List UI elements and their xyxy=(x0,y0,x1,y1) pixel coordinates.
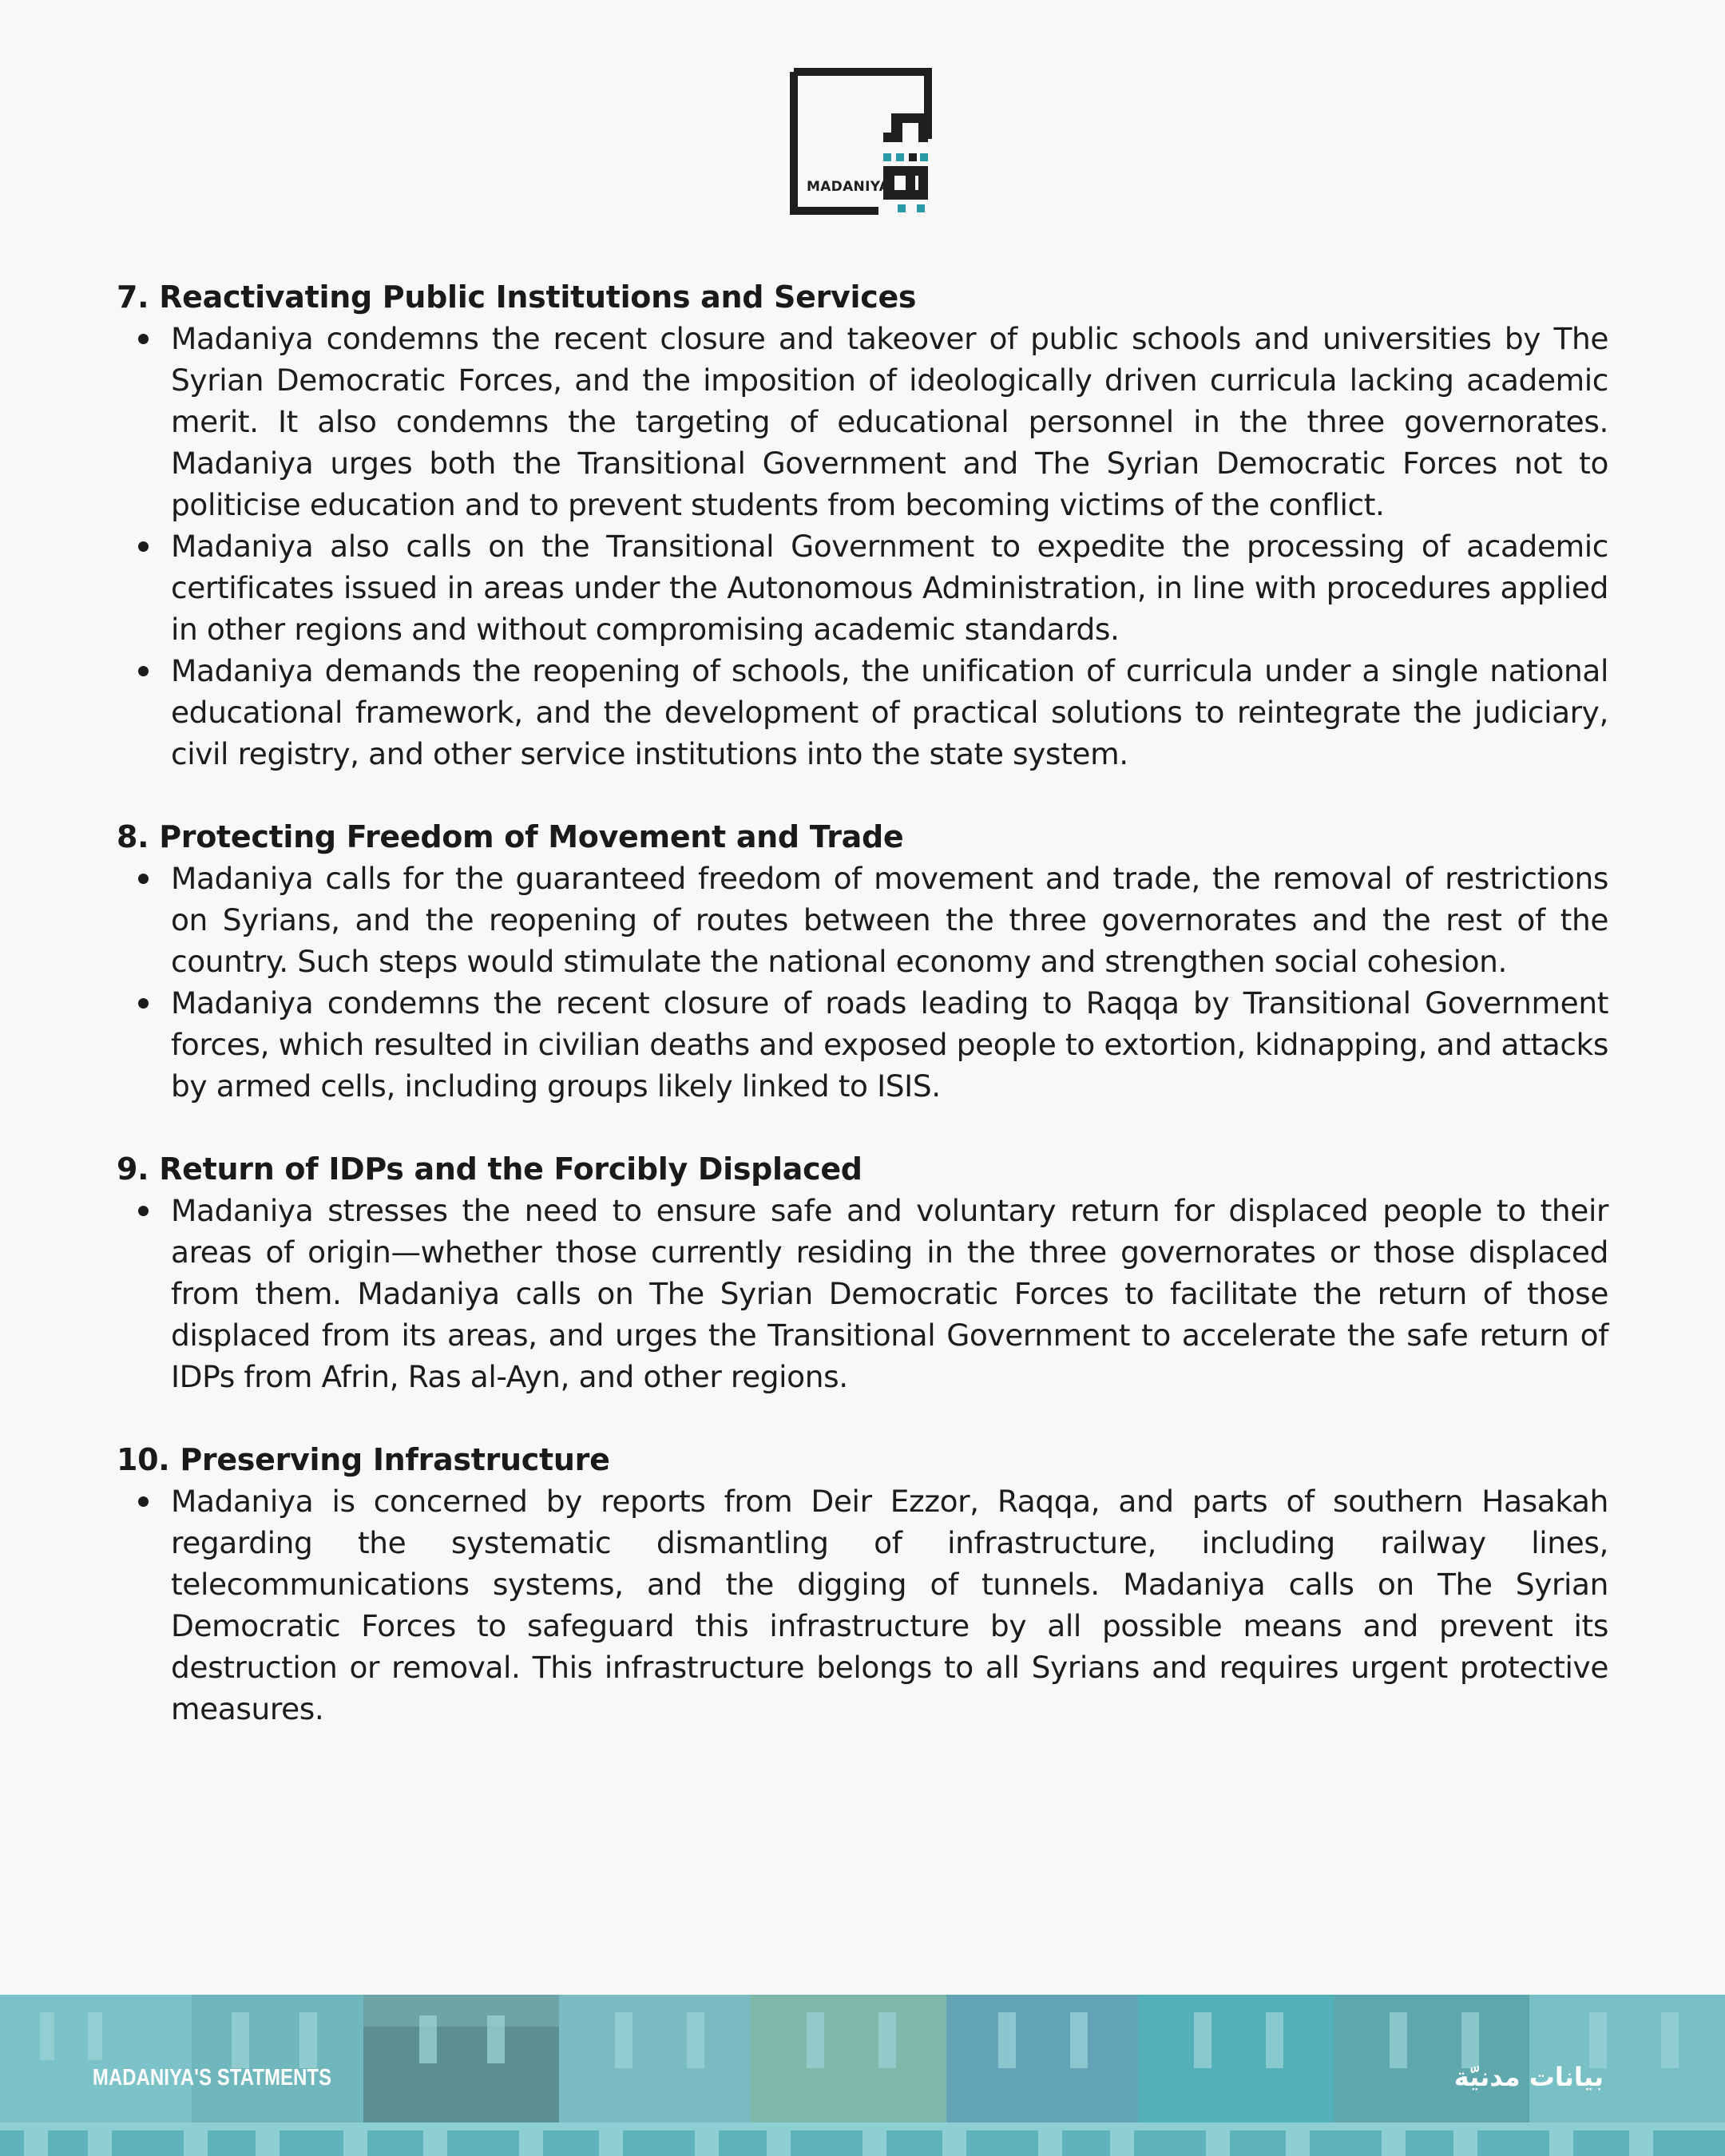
bullet-text: Madaniya condemns the recent closure and takeover of public schools and universities by The Syrian Democratic Forces, and the imposition of ideologically driven curricula lacking academic merit. It also condemns the targeting of educational personnel in the three governorates. Madaniya urges both the Transitional Government and The Syrian Democratic Forces not to politicise education and to prevent students from becoming victims of the conflict. xyxy=(171,321,1608,522)
bullet-list xyxy=(117,858,1608,1107)
bullet-text: Madaniya demands the reopening of schools, the unification of curricula under a single national educational framework, and the development of practical solutions to reintegrate the judiciary, civil registry, and other service institutions into the state system. xyxy=(171,653,1608,771)
bullet-dot-icon xyxy=(138,1206,149,1216)
bullet-text: Madaniya is concerned by reports from Deir Ezzor, Raqqa, and parts of southern Hasakah regarding the systematic dismantling of infrastructure, including railway lines, telecommunications systems, and the digging of tunnels. Madaniya calls on The Syrian Democratic Forces to safeguard this infrastructure by all possible means and prevent its destruction or removal. This infrastructure belongs to all Syrians and requires urgent protective measures. xyxy=(171,1484,1608,1726)
statement-section xyxy=(117,276,1608,775)
bullet-dot-icon xyxy=(138,334,149,344)
statement-body xyxy=(117,276,1608,1771)
bullet-item xyxy=(117,982,1608,1107)
bullet-item xyxy=(117,1480,1608,1730)
section-heading: 9. Return of IDPs and the Forcibly Displaced xyxy=(117,1151,862,1187)
footer-arabic-label: بيانات مدنيّة xyxy=(1453,2062,1604,2092)
bullet-item xyxy=(117,318,1608,525)
bullet-dot-icon xyxy=(138,874,149,884)
statement-section xyxy=(117,816,1608,1107)
footer-band xyxy=(0,1995,1725,2156)
bullet-text: Madaniya condemns the recent closure of roads leading to Raqqa by Transitional Government forces, which resulted in civilian deaths and exposed people to extortion, kidnapping, and attacks by armed cells, including groups likely linked to ISIS. xyxy=(171,985,1608,1104)
bullet-text: Madaniya stresses the need to ensure safe and voluntary return for displaced people to their areas of origin—whether those currently residing in the three governorates or those displaced from them. Madaniya calls on The Syrian Democratic Forces to facilitate the return of those displaced from its areas, and urges the Transitional Government to accelerate the safe return of IDPs from Afrin, Ras al-Ayn, and other regions. xyxy=(171,1193,1608,1394)
bullet-text: Madaniya also calls on the Transitional Government to expedite the processing of academic certificates issued in areas under the Autonomous Administration, in line with procedures applied in other regions and without compromising academic standards. xyxy=(171,529,1608,647)
footer-statements-label: MADANIYA'S STATMENTS xyxy=(93,2065,332,2091)
statement-section xyxy=(117,1439,1608,1730)
statement-section xyxy=(117,1148,1608,1397)
bullet-item xyxy=(117,858,1608,982)
bullet-text: Madaniya calls for the guaranteed freedom of movement and trade, the removal of restrictions on Syrians, and the reopening of routes between the three governorates and the rest of the country. Such steps would stimulate the national economy and strengthen social cohesion. xyxy=(171,861,1608,979)
bullet-item xyxy=(117,650,1608,775)
section-heading: 10. Preserving Infrastructure xyxy=(117,1442,610,1477)
logo-wordmark: MADANIYA xyxy=(807,179,890,195)
bullet-dot-icon xyxy=(138,666,149,676)
section-heading: 7. Reactivating Public Institutions and Services xyxy=(117,279,917,315)
bullet-dot-icon xyxy=(138,541,149,552)
bullet-dot-icon xyxy=(138,1496,149,1507)
bullet-list xyxy=(117,1480,1608,1730)
bullet-list xyxy=(117,1190,1608,1397)
section-heading: 8. Protecting Freedom of Movement and Trade xyxy=(117,819,904,854)
bullet-item xyxy=(117,525,1608,650)
madaniya-logo xyxy=(789,67,938,216)
bullet-list xyxy=(117,318,1608,775)
bullet-item xyxy=(117,1190,1608,1397)
bullet-dot-icon xyxy=(138,998,149,1009)
